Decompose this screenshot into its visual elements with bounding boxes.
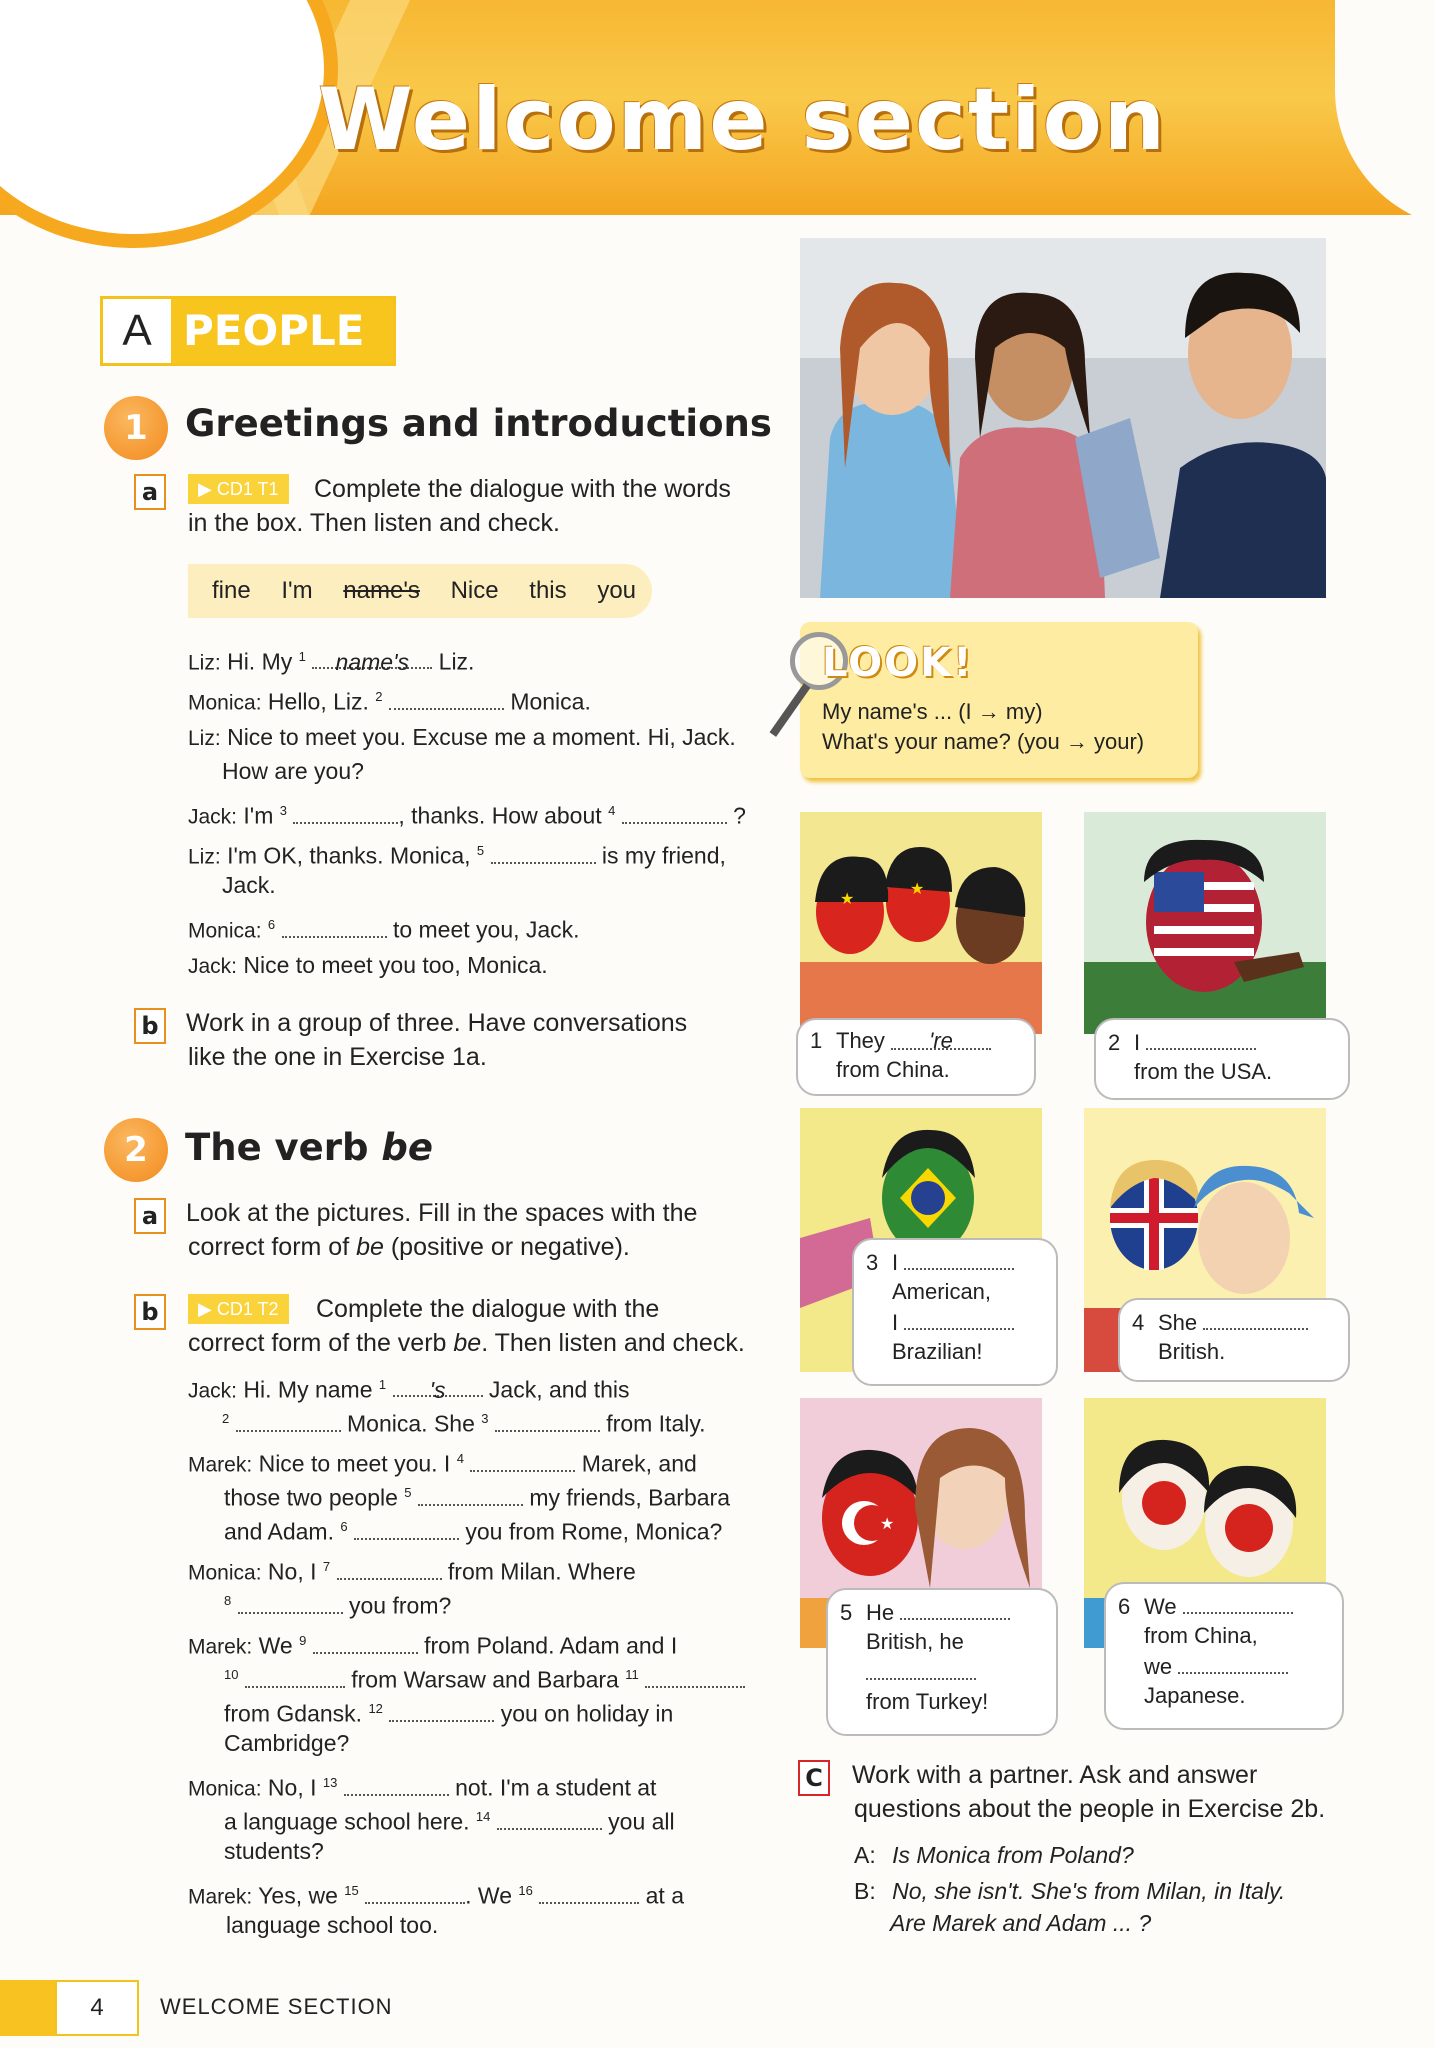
audio-track-cd1-t1[interactable]: ▶ CD1 T1 bbox=[188, 474, 289, 504]
dialogue-line: students? bbox=[224, 1838, 324, 1864]
picture-3-blank-2[interactable] bbox=[904, 1306, 1014, 1330]
picture-6-blank-2[interactable] bbox=[1178, 1650, 1288, 1674]
exercise-1b-label: b bbox=[134, 1008, 166, 1044]
answer-blank-be-6[interactable] bbox=[354, 1516, 459, 1540]
section-name: PEOPLE bbox=[183, 306, 365, 355]
picture-3-blank-1[interactable] bbox=[904, 1246, 1014, 1270]
exercise-2a-instruction-line2: correct form of be (positive or negative). bbox=[188, 1233, 630, 1261]
dialogue-line: language school too. bbox=[226, 1912, 439, 1938]
look-line-1: My name's ... (I → my) bbox=[822, 699, 1043, 724]
example-question: A: Is Monica from Poland? bbox=[854, 1842, 1134, 1868]
audio-track-cd1-t2[interactable]: ▶ CD1 T2 bbox=[188, 1294, 289, 1324]
exercise-c-instruction-line1: Work with a partner. Ask and answer bbox=[852, 1761, 1258, 1789]
exercise-2-number: 2 bbox=[104, 1118, 168, 1182]
dialogue-line-continued: How are you? bbox=[222, 758, 364, 784]
word-item: Nice bbox=[450, 577, 499, 604]
dialogue-line: from Gdansk. $^{12}$ you on holiday in bbox=[224, 1692, 673, 1731]
word-item: you bbox=[597, 577, 637, 604]
answer-blank-be-8[interactable] bbox=[238, 1590, 343, 1614]
answer-blank-6[interactable] bbox=[282, 914, 387, 938]
answer-blank-3[interactable] bbox=[293, 800, 398, 824]
answer-blank-5[interactable] bbox=[491, 840, 596, 864]
dialogue-line: Jack: Nice to meet you too, Monica. bbox=[188, 952, 548, 978]
section-letter: A bbox=[103, 299, 171, 363]
answer-blank-1[interactable]: name's bbox=[312, 645, 432, 669]
picture-2 bbox=[1084, 812, 1326, 1034]
speech-bubble-5: 5 He British, he from Turkey! bbox=[826, 1588, 1058, 1736]
dialogue-line: Monica: $^6$ to meet you, Jack. bbox=[188, 908, 580, 949]
picture-6-blank-1[interactable] bbox=[1183, 1590, 1293, 1614]
exercise-1a-instruction-line2: in the box. Then listen and check. bbox=[188, 509, 560, 537]
example-answer: B: No, she isn't. She's from Milan, in Italy. bbox=[854, 1878, 1286, 1904]
exercise-2a-instruction-line1: Look at the pictures. Fill in the spaces with the bbox=[186, 1199, 698, 1227]
exercise-c-label: C bbox=[798, 1760, 830, 1796]
picture-5-blank-2[interactable] bbox=[866, 1656, 976, 1680]
answer-blank-be-5[interactable] bbox=[418, 1482, 523, 1506]
picture-5-blank-1[interactable] bbox=[900, 1596, 1010, 1620]
exercise-1a-label: a bbox=[134, 474, 166, 510]
dialogue-line: Liz: Nice to meet you. Excuse me a moment. Hi, Jack. bbox=[188, 724, 736, 750]
exercise-1a-instruction-line1: Complete the dialogue with the words bbox=[314, 475, 731, 503]
speech-bubble-3: 3 I American, I Brazilian! bbox=[852, 1238, 1058, 1386]
svg-text:★: ★ bbox=[840, 891, 855, 908]
answer-blank-2[interactable] bbox=[389, 686, 504, 710]
exercise-c-instruction-line2: questions about the people in Exercise 2b. bbox=[854, 1795, 1326, 1823]
dialogue-line: Monica: Hello, Liz. $^2$ Monica. bbox=[188, 680, 591, 721]
svg-text:★: ★ bbox=[880, 1516, 895, 1533]
exercise-1b-instruction-line2: like the one in Exercise 1a. bbox=[188, 1043, 487, 1071]
dialogue-line: $^{10}$ from Warsaw and Barbara $^{11}$ bbox=[224, 1658, 745, 1697]
picture-1-blank[interactable]: 're bbox=[891, 1026, 991, 1050]
word-item-used: name's bbox=[343, 577, 420, 604]
dialogue-line: a language school here. $^{14}$ you all bbox=[224, 1800, 675, 1839]
section-heading bbox=[100, 296, 396, 366]
answer-blank-be-4[interactable] bbox=[470, 1448, 575, 1472]
speech-bubble-6: 6 We from China, we Japanese. bbox=[1104, 1582, 1344, 1730]
dialogue-line: Cambridge? bbox=[224, 1730, 350, 1756]
footer-section-label: WELCOME SECTION bbox=[160, 1994, 393, 2019]
exercise-1-title: Greetings and introductions bbox=[185, 402, 772, 445]
dialogue-line: Liz: I'm OK, thanks. Monica, $^5$ is my friend, bbox=[188, 834, 726, 875]
dialogue-line: Marek: We $^9$ from Poland. Adam and I bbox=[188, 1624, 677, 1665]
answer-blank-be-16[interactable] bbox=[539, 1880, 639, 1904]
dialogue-line: those two people $^5$ my friends, Barbara bbox=[224, 1476, 730, 1515]
picture-4-blank[interactable] bbox=[1203, 1306, 1308, 1330]
speech-bubble-4: 4 She British. bbox=[1118, 1298, 1350, 1382]
answer-blank-be-2[interactable] bbox=[236, 1408, 341, 1432]
dialogue-line: and Adam. $^6$ you from Rome, Monica? bbox=[224, 1510, 722, 1549]
exercise-1-number: 1 bbox=[104, 396, 168, 460]
exercise-1b-instruction-line1: Work in a group of three. Have conversations bbox=[186, 1009, 688, 1037]
example-answer-continued: Are Marek and Adam ... ? bbox=[890, 1910, 1152, 1936]
answer-blank-be-3[interactable] bbox=[495, 1408, 600, 1432]
answer-blank-be-7[interactable] bbox=[337, 1556, 442, 1580]
exercise-2b-label: b bbox=[134, 1294, 166, 1330]
dialogue-line: Marek: Nice to meet you. I $^4$ Marek, and bbox=[188, 1442, 697, 1483]
dialogue-line: Monica: No, I $^7$ from Milan. Where bbox=[188, 1550, 636, 1591]
word-item: I'm bbox=[281, 577, 313, 604]
page-number: 4 bbox=[55, 1980, 139, 2036]
answer-blank-be-14[interactable] bbox=[497, 1806, 602, 1830]
exercise-2b-instruction-line1: Complete the dialogue with the bbox=[316, 1295, 660, 1323]
picture-1 bbox=[800, 812, 1042, 1034]
footer-color-block bbox=[0, 1980, 55, 2036]
word-box bbox=[188, 564, 652, 618]
answer-blank-be-1[interactable]: 's bbox=[393, 1373, 483, 1397]
page-title: Welcome section bbox=[318, 70, 1167, 170]
look-line-2: What's your name? (you → your) bbox=[822, 729, 1145, 754]
exercise-2b-instruction-line2: correct form of the verb be. Then listen and check. bbox=[188, 1329, 745, 1357]
dialogue-line: Liz: Hi. My $^1$ name's Liz. bbox=[188, 640, 474, 681]
answer-blank-4[interactable] bbox=[622, 800, 727, 824]
speech-bubble-2: 2 I from the USA. bbox=[1094, 1018, 1350, 1100]
dialogue-line: Monica: No, I $^{13}$ not. I'm a student at bbox=[188, 1766, 656, 1807]
word-item: this bbox=[529, 577, 567, 604]
dialogue-line-continued: Jack. bbox=[222, 872, 276, 898]
look-title: LOOK! bbox=[822, 640, 974, 686]
dialogue-line: Jack: I'm $^3$ , thanks. How about $^4$ ? bbox=[188, 794, 746, 835]
photo-three-friends bbox=[800, 238, 1326, 598]
dialogue-line: Marek: Yes, we $^{15}$ . We $^{16}$ at a bbox=[188, 1874, 684, 1915]
answer-blank-be-10[interactable] bbox=[245, 1664, 345, 1688]
dialogue-line: $^8$ you from? bbox=[224, 1584, 451, 1623]
word-item: fine bbox=[212, 577, 251, 604]
picture-2-blank[interactable] bbox=[1146, 1026, 1256, 1050]
answer-blank-be-13[interactable] bbox=[344, 1772, 449, 1796]
answer-blank-be-9[interactable] bbox=[313, 1630, 418, 1654]
answer-blank-be-11[interactable] bbox=[645, 1664, 745, 1688]
exercise-2-title: The verb be bbox=[185, 1126, 433, 1169]
answer-blank-be-15[interactable] bbox=[365, 1880, 465, 1904]
dialogue-line: $^2$ Monica. She $^3$ from Italy. bbox=[222, 1402, 706, 1441]
dialogue-line: Jack: Hi. My name $^1$ 's Jack, and this bbox=[188, 1368, 630, 1409]
speech-bubble-1: 1 They 're from China. bbox=[796, 1018, 1036, 1096]
answer-blank-be-12[interactable] bbox=[389, 1698, 494, 1722]
svg-text:★: ★ bbox=[910, 881, 925, 898]
exercise-2a-label: a bbox=[134, 1198, 166, 1234]
